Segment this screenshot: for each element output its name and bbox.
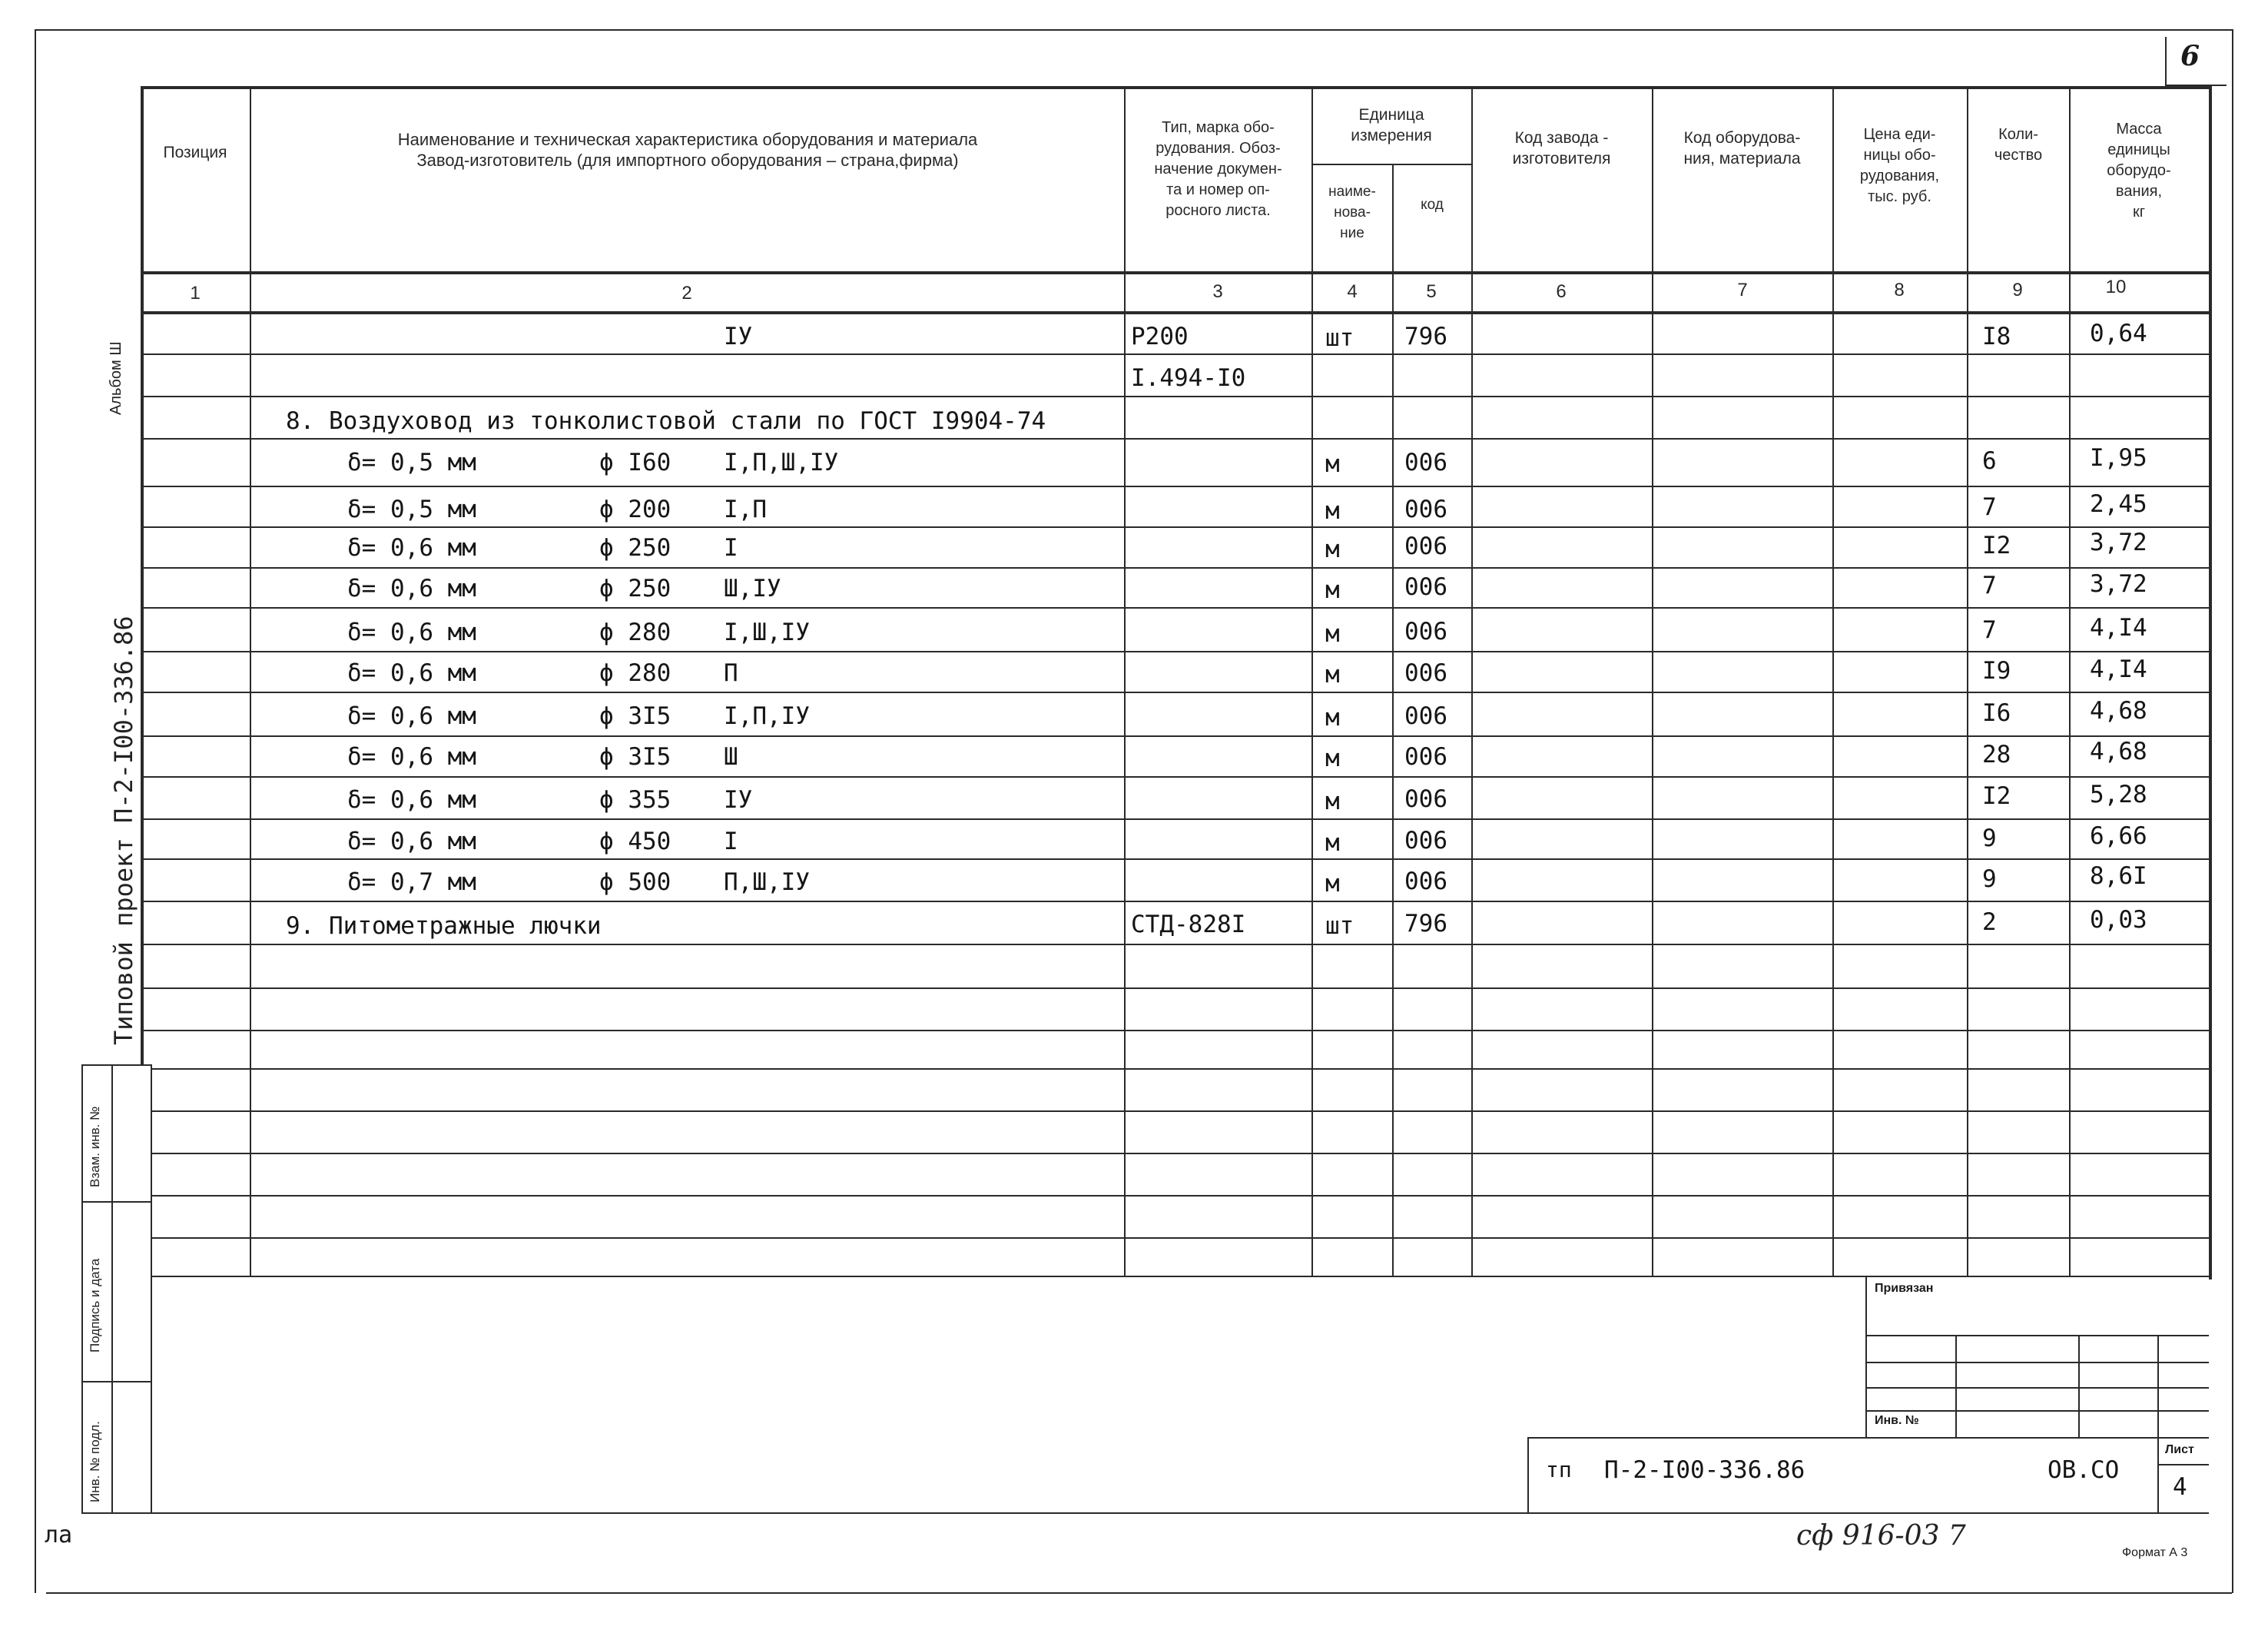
- tp-label: тп: [1546, 1457, 1572, 1482]
- header-quantity: Коли- чество: [1994, 126, 2043, 164]
- colnum-9: 9: [2012, 280, 2023, 300]
- row-line: [141, 987, 2209, 989]
- row-3-mass: I,95: [2090, 444, 2147, 472]
- row-7-mass: 4,I4: [2090, 614, 2147, 642]
- row-4-mass: 2,45: [2090, 490, 2147, 518]
- col-sep-1: [250, 86, 251, 1277]
- row-12-delta: δ= 0,6 мм: [347, 828, 476, 855]
- row-line: [141, 944, 2209, 945]
- row-line: [151, 1195, 2209, 1197]
- stamp-right-line: [151, 1064, 152, 1514]
- colnum-8: 8: [1894, 280, 1905, 300]
- corner-box-left: [2165, 37, 2167, 85]
- stamp-signature: Подпись и дата: [88, 1258, 102, 1353]
- header-unit-group: Единица измерения: [1351, 106, 1432, 144]
- row-line: [151, 1110, 2209, 1112]
- privyazan-label: Привязан: [1875, 1282, 1934, 1295]
- col-sep-9: [2069, 86, 2071, 1277]
- row-11-mass: 5,28: [2090, 781, 2147, 808]
- col-sep-6: [1652, 86, 1653, 1277]
- row-13-code: 006: [1404, 868, 1447, 895]
- colnum-4: 4: [1347, 281, 1358, 302]
- header-factory-code: Код завода - изготовителя: [1512, 129, 1611, 168]
- row-4-code: 006: [1404, 496, 1447, 523]
- privyazan-vsep-2: [2078, 1335, 2080, 1437]
- header-position: Позиция: [163, 144, 227, 161]
- colnum-10: 10: [2105, 277, 2127, 297]
- row-line: [141, 396, 2209, 397]
- row-0-unit: шт: [1325, 324, 1354, 352]
- row-9-delta: δ= 0,6 мм: [347, 702, 476, 730]
- row-11-diam: ϕ 355: [599, 786, 671, 814]
- row-8-delta: δ= 0,6 мм: [347, 659, 476, 687]
- sheet-label: Лист: [2165, 1443, 2194, 1456]
- row-10-unit: м: [1325, 745, 1340, 772]
- row-line: [141, 735, 2209, 737]
- project-title-vertical: Типовой проект П-2-I00-336.86: [109, 616, 138, 1045]
- album-label-vertical: Альбом Ш: [108, 341, 124, 415]
- row-8-mass: 4,I4: [2090, 656, 2147, 683]
- row-13-diam: ϕ 500: [599, 868, 671, 896]
- row-0-code: 796: [1404, 323, 1447, 350]
- colnum-5: 5: [1426, 281, 1437, 302]
- row-13-unit: м: [1325, 870, 1340, 898]
- row-line: [141, 486, 2209, 487]
- row-line: [141, 776, 2209, 778]
- row-0-qty: I8: [1982, 323, 2011, 350]
- row-7-qty: 7: [1982, 616, 1997, 644]
- row-13-delta: δ= 0,7 мм: [347, 868, 476, 896]
- row-3-delta: δ= 0,5 мм: [347, 449, 476, 476]
- privyazan-vsep-3: [2157, 1335, 2159, 1437]
- row-line: [141, 651, 2209, 652]
- row-8-qty: I9: [1982, 657, 2011, 685]
- inv-no-label: Инв. №: [1875, 1414, 1919, 1427]
- row-7-diam: ϕ 280: [599, 619, 671, 646]
- row-line: [141, 353, 2209, 355]
- row-0-type: Р200: [1131, 323, 1189, 350]
- sheet-corner-number: 6: [2180, 40, 2200, 72]
- row-4-diam: ϕ 200: [599, 496, 671, 523]
- row-6-code: 006: [1404, 573, 1447, 601]
- row-4-qty: 7: [1982, 493, 1997, 521]
- stamp-mid-line: [111, 1064, 113, 1514]
- row-14-code: 796: [1404, 910, 1447, 938]
- row-11-unit: м: [1325, 788, 1340, 815]
- header-unit-name: наиме- нова- ние: [1328, 184, 1376, 241]
- row-5-diam: ϕ 250: [599, 534, 671, 562]
- row-5-qty: I2: [1982, 532, 2011, 559]
- row-0-mass: 0,64: [2090, 320, 2147, 347]
- row-4-unit: м: [1325, 497, 1340, 525]
- privyazan-vsep-1: [1955, 1335, 1957, 1437]
- corner-fragment: ла: [45, 1522, 73, 1548]
- doc-code: П-2-I00-336.86: [1604, 1456, 1805, 1484]
- row-6-mass: 3,72: [2090, 570, 2147, 598]
- row-9-sys: I,П,IУ: [724, 702, 810, 730]
- row-12-code: 006: [1404, 827, 1447, 855]
- row-6-sys: Ш,IУ: [724, 575, 781, 602]
- row-5-code: 006: [1404, 533, 1447, 560]
- row-11-delta: δ= 0,6 мм: [347, 786, 476, 814]
- row-10-code: 006: [1404, 743, 1447, 771]
- row-3-qty: 6: [1982, 447, 1997, 475]
- row-line: [141, 607, 2209, 609]
- lower-region-bottom: [81, 1512, 2209, 1514]
- format-label: Формат А 3: [2122, 1546, 2188, 1559]
- row-8-unit: м: [1325, 661, 1340, 689]
- row-3-unit: м: [1325, 450, 1340, 478]
- row-12-sys: I: [724, 828, 738, 855]
- colnum-7: 7: [1737, 280, 1748, 300]
- row-8-code: 006: [1404, 659, 1447, 687]
- row-line: [151, 1068, 2209, 1070]
- colnum-1: 1: [190, 283, 201, 304]
- row-11-sys: IУ: [724, 786, 753, 814]
- header-unit-code: код: [1421, 197, 1444, 213]
- row-6-delta: δ= 0,6 мм: [347, 575, 476, 602]
- row-12-qty: 9: [1982, 825, 1997, 852]
- table-top-border: [141, 86, 2209, 89]
- row-12-unit: м: [1325, 829, 1340, 857]
- row-line: [141, 692, 2209, 693]
- header-price: Цена еди- ницы обо- рудования, тыс. руб.: [1859, 126, 1940, 205]
- col-sep-8: [1967, 86, 1968, 1277]
- row-9-mass: 4,68: [2090, 697, 2147, 725]
- row-4-sys: I,П: [724, 496, 767, 523]
- stamp-left-line: [81, 1064, 83, 1514]
- row-3-code: 006: [1404, 449, 1447, 476]
- row-8-sys: П: [724, 659, 738, 687]
- row-14-mass: 0,03: [2090, 906, 2147, 934]
- row-7-sys: I,Ш,IУ: [724, 619, 810, 646]
- row-12-diam: ϕ 450: [599, 828, 671, 855]
- row-line: [151, 1237, 2209, 1239]
- row-10-qty: 28: [1982, 741, 2011, 768]
- row-3-sys: I,П,Ш,IУ: [724, 449, 839, 476]
- col-sep-7: [1832, 86, 1834, 1277]
- header-type: Тип, марка обо- рудования. Обоз- начение докумен- та и номер оп- росного листа.: [1154, 119, 1282, 219]
- outer-frame-right: [2232, 29, 2233, 1593]
- row-10-diam: ϕ 3I5: [599, 743, 671, 771]
- stamp-sheet-divider: [2157, 1464, 2209, 1465]
- outer-frame-left: [35, 29, 36, 1593]
- stamp-main-top: [1527, 1437, 2209, 1439]
- stamp-div-2: [81, 1381, 151, 1382]
- row-5-delta: δ= 0,6 мм: [347, 534, 476, 562]
- header-equipment-code: Код оборудова- ния, материала: [1683, 129, 1801, 168]
- stamp-div-1: [81, 1201, 151, 1203]
- row-9-code: 006: [1404, 702, 1447, 730]
- row-11-qty: I2: [1982, 782, 2011, 810]
- row-10-delta: δ= 0,6 мм: [347, 743, 476, 771]
- header-bottom-line: [141, 271, 2209, 274]
- col-sep-3: [1311, 86, 1313, 1277]
- stamp-inv-podl: Инв. № подл.: [88, 1421, 102, 1502]
- row-6-qty: 7: [1982, 572, 1997, 599]
- lower-region-top: [151, 1276, 2209, 1277]
- row-4-delta: δ= 0,5 мм: [347, 496, 476, 523]
- row-12-mass: 6,66: [2090, 822, 2147, 850]
- colnum-2: 2: [681, 283, 692, 304]
- row-8-diam: ϕ 280: [599, 659, 671, 687]
- row-line: [141, 818, 2209, 820]
- col-sep-2: [1124, 86, 1126, 1277]
- row-6-unit: м: [1325, 576, 1340, 604]
- row-14-name: 9. Питометражные лючки: [286, 912, 602, 940]
- table-left-border: [141, 86, 144, 1066]
- privyazan-left: [1865, 1277, 1867, 1437]
- row-13-sys: П,Ш,IУ: [724, 868, 810, 896]
- stamp-top-line: [81, 1064, 151, 1066]
- row-13-mass: 8,6I: [2090, 862, 2147, 890]
- row-6-diam: ϕ 250: [599, 575, 671, 602]
- row-7-unit: м: [1325, 620, 1340, 648]
- row-9-unit: м: [1325, 704, 1340, 732]
- row-5-sys: I: [724, 534, 738, 562]
- table-right-border: [2209, 86, 2212, 1280]
- row-5-unit: м: [1325, 536, 1340, 563]
- row-line: [141, 526, 2209, 528]
- row-14-type: СТД-828I: [1131, 911, 1246, 938]
- row-0-name: ІУ: [724, 323, 753, 350]
- row-9-qty: I6: [1982, 699, 2011, 727]
- colnum-3: 3: [1212, 281, 1223, 302]
- row-3-diam: ϕ I60: [599, 449, 671, 476]
- row-11-code: 006: [1404, 785, 1447, 813]
- row-line: [141, 901, 2209, 902]
- row-5-mass: 3,72: [2090, 529, 2147, 556]
- row-10-sys: Ш: [724, 743, 738, 771]
- sheet-number: 4: [2173, 1473, 2187, 1501]
- outer-frame-top: [35, 29, 2232, 31]
- row-14-unit: шт: [1325, 912, 1354, 940]
- row-13-qty: 9: [1982, 865, 1997, 893]
- outer-frame-bottom: [46, 1592, 2232, 1594]
- row-2-name: 8. Воздуховод из тонколистовой стали по ГОСТ I9904-74: [286, 407, 1046, 435]
- col-sep-5: [1471, 86, 1473, 1277]
- row-7-delta: δ= 0,6 мм: [347, 619, 476, 646]
- colnum-6: 6: [1556, 281, 1567, 302]
- row-7-code: 006: [1404, 618, 1447, 646]
- stamp-sheet-left: [2157, 1437, 2159, 1514]
- handwritten-note: сф 916-03 7: [1796, 1520, 1966, 1552]
- stamp-main-left: [1527, 1437, 1529, 1514]
- row-1-type: I.494-I0: [1131, 364, 1246, 392]
- header-name: Наименование и техническая характеристика оборудования и материала Завод-изготовитель (для импортного оборудования – страна,фирма): [397, 130, 978, 170]
- header-mass: Масса единицы оборудо- вания, кг: [2107, 121, 2171, 221]
- stamp-inv-vzam: Взам. инв. №: [88, 1106, 102, 1187]
- row-line: [141, 858, 2209, 860]
- row-line: [151, 1153, 2209, 1154]
- doc-mark: ОВ.СО: [2048, 1456, 2120, 1484]
- row-line: [141, 1030, 2209, 1031]
- unit-group-divider: [1311, 164, 1471, 165]
- row-9-diam: ϕ 3I5: [599, 702, 671, 730]
- row-14-qty: 2: [1982, 908, 1997, 936]
- row-line: [141, 438, 2209, 440]
- colnum-bottom-line: [141, 311, 2209, 314]
- row-10-mass: 4,68: [2090, 738, 2147, 765]
- row-line: [141, 567, 2209, 569]
